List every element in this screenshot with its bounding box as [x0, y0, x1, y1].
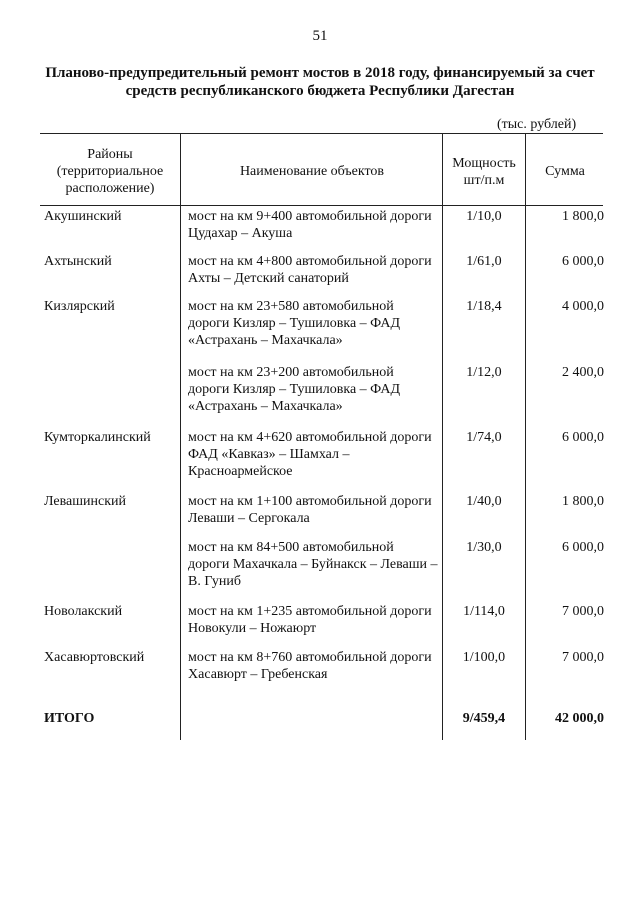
units-label: (тыс. рублей)	[497, 117, 577, 132]
row-capacity: 1/100,0	[462, 650, 506, 665]
row-sum: 6 000,0	[562, 254, 604, 269]
header-object: Наименование объектов	[239, 164, 385, 179]
row-capacity: 1/12,0	[466, 365, 502, 380]
row-district: Акушинский	[44, 209, 122, 224]
page-number: 51	[312, 28, 328, 44]
row-sum: 1 800,0	[562, 494, 604, 509]
row-object: мост на км 23+580 автомобильной дороги Кизляр – Тушиловка – ФАД «Астрахань – Махачкала»	[188, 299, 401, 348]
row-district: Ахтынский	[44, 254, 112, 269]
row-object: мост на км 9+400 автомобильной дороги Цудахар – Акуша	[188, 209, 432, 241]
row-object: мост на км 1+100 автомобильной дороги Леваши – Сергокала	[188, 494, 432, 526]
column-divider	[180, 133, 181, 740]
row-district: Кизлярский	[44, 299, 115, 314]
total-label: ИТОГО	[44, 711, 95, 726]
row-sum: 6 000,0	[562, 540, 604, 555]
row-object: мост на км 23+200 автомобильной дороги Кизляр – Тушиловка – ФАД «Астрахань – Махачкала»	[188, 365, 401, 414]
row-capacity: 1/30,0	[466, 540, 502, 555]
row-sum: 7 000,0	[562, 650, 604, 665]
row-object: мост на км 4+800 автомобильной дороги Ахты – Детский санаторий	[188, 254, 432, 286]
row-district: Новолакский	[44, 604, 123, 619]
header-sum: Сумма	[545, 164, 585, 179]
row-object: мост на км 8+760 автомобильной дороги Хасавюрт – Гребенская	[188, 650, 432, 682]
document-title: Планово-предупредительный ремонт мостов в 2018 году, финансируемый за счет средств республиканского бюджета Республики Дагестан	[45, 65, 595, 99]
header-capacity: Мощность шт/п.м	[452, 156, 516, 188]
row-sum: 7 000,0	[562, 604, 604, 619]
header-district: Районы (территориальное расположение)	[56, 147, 164, 196]
row-district: Кумторкалинский	[44, 430, 151, 445]
row-capacity: 1/18,4	[466, 299, 502, 314]
table-top-rule	[40, 133, 603, 134]
row-object: мост на км 4+620 автомобильной дороги ФАД «Кавказ» – Шамхал – Красноармейское	[188, 430, 432, 479]
row-capacity: 1/61,0	[466, 254, 502, 269]
total-capacity: 9/459,4	[462, 711, 506, 726]
total-sum: 42 000,0	[555, 711, 604, 726]
row-sum: 2 400,0	[562, 365, 604, 380]
table-header-rule	[40, 205, 603, 206]
row-capacity: 1/10,0	[466, 209, 502, 224]
row-sum: 6 000,0	[562, 430, 604, 445]
row-district: Хасавюртовский	[44, 650, 145, 665]
row-sum: 1 800,0	[562, 209, 604, 224]
row-object: мост на км 1+235 автомобильной дороги Новокули – Ножаюрт	[188, 604, 432, 636]
row-capacity: 1/114,0	[463, 604, 505, 619]
row-capacity: 1/74,0	[466, 430, 502, 445]
row-district: Левашинский	[44, 494, 127, 509]
row-capacity: 1/40,0	[466, 494, 502, 509]
row-sum: 4 000,0	[562, 299, 604, 314]
row-object: мост на км 84+500 автомобильной дороги Махачкала – Буйнакск – Леваши – В. Гуниб	[188, 540, 438, 589]
